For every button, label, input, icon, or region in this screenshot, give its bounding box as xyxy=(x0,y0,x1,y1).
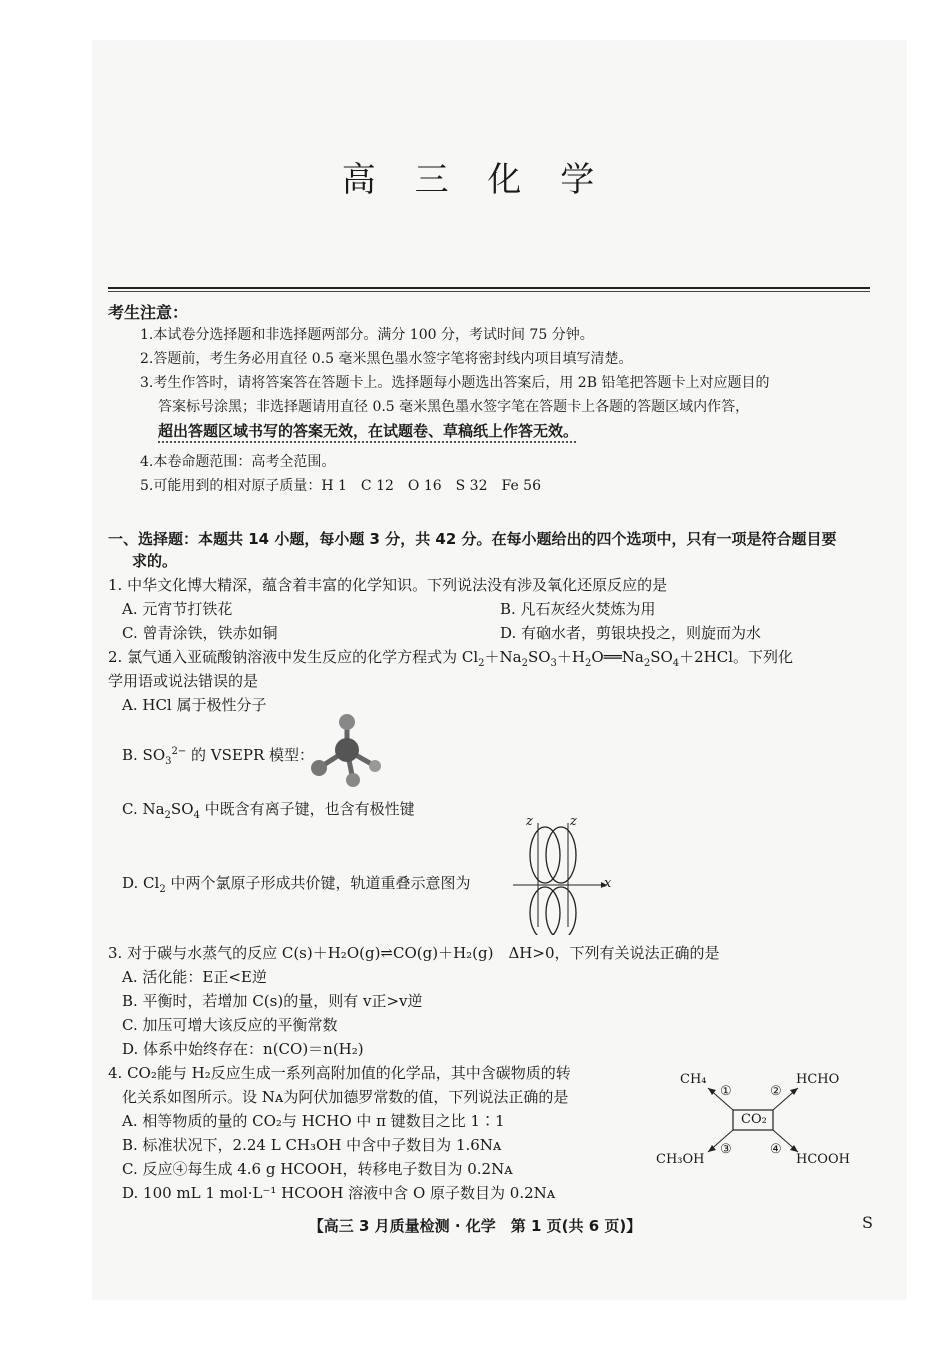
divider xyxy=(108,287,870,289)
page-title: 高 三 化 学 xyxy=(341,160,609,200)
question-2-stem: 2. 氯气通入亚硫酸钠溶液中发生反应的化学方程式为 $Cl_2+Na_2SO_3+H_2O══Na_2SO_4+2HCl$。下列化 xyxy=(108,648,794,669)
axis-label-x: x xyxy=(604,876,612,891)
q1-option-b: B. 凡石灰经火焚炼为用 xyxy=(500,600,656,618)
notice-item-5: 5.可能用到的相对原子质量：H 1 C 12 O 16 S 32 Fe 56 xyxy=(140,478,541,494)
diagram-step-2: ② xyxy=(770,1084,782,1099)
diagram-co2: CO₂ xyxy=(741,1112,767,1127)
section-heading-cont: 求的。 xyxy=(132,552,178,570)
question-4-stem-cont: 化关系如图所示。设 Nᴀ为阿伏加德罗常数的值，下列说法正确的是 xyxy=(122,1088,569,1106)
question-4-stem: 4. CO₂能与 H₂反应生成一系列高附加值的化学品，其中含碳物质的转 xyxy=(108,1064,571,1082)
notice-item-4: 4.本卷命题范围：高考全范围。 xyxy=(140,454,336,470)
q2-option-c: C. $Na_2SO_4$ 中既含有离子键，也含有极性键 xyxy=(122,800,415,821)
notice-item-3: 3.考生作答时，请将答案答在答题卡上。选择题每小题选出答案后，用 2B 铅笔把答题卡上对应题目的 xyxy=(140,375,770,391)
q2-option-d: D. $Cl_2$ 中两个氯原子形成共价键，轨道重叠示意图为 xyxy=(122,874,471,895)
notice-item-2: 2.答题前，考生务必用直径 0.5 毫米黑色墨水签字笔将密封线内项目填写清楚。 xyxy=(140,351,633,367)
q4-option-d: D. 100 mL 1 mol·L⁻¹ HCOOH 溶液中含 O 原子数目为 0.2Nᴀ xyxy=(122,1184,556,1202)
diagram-hcooh: HCOOH xyxy=(796,1152,850,1167)
divider xyxy=(108,291,870,292)
diagram-ch3oh: CH₃OH xyxy=(656,1152,705,1167)
notice-heading: 考生注意： xyxy=(108,303,189,322)
q3-option-a: A. 活化能：E正<E逆 xyxy=(122,968,267,986)
q3-option-c: C. 加压可增大该反应的平衡常数 xyxy=(122,1016,338,1034)
corner-mark: S xyxy=(862,1213,873,1232)
q4-option-a: A. 相等物质的量的 CO₂与 HCHO 中 π 键数目之比 1∶1 xyxy=(122,1112,505,1130)
q4-option-b: B. 标准状况下，2.24 L CH₃OH 中含中子数目为 1.6Nᴀ xyxy=(122,1136,502,1154)
q4-option-c: C. 反应④每生成 4.6 g HCOOH，转移电子数目为 0.2Nᴀ xyxy=(122,1160,513,1178)
diagram-step-3: ③ xyxy=(720,1142,732,1157)
notice-item-1: 1.本试卷分选择题和非选择题两部分。满分 100 分，考试时间 75 分钟。 xyxy=(140,327,594,343)
axis-label-z1: z xyxy=(526,814,533,829)
q3-option-b: B. 平衡时，若增加 C(s)的量，则有 v正>v逆 xyxy=(122,992,423,1010)
question-1-stem: 1. 中华文化博大精深，蕴含着丰富的化学知识。下列说法没有涉及氧化还原反应的是 xyxy=(108,576,668,594)
q3-option-d: D. 体系中始终存在：n(CO)＝n(H₂) xyxy=(122,1040,364,1058)
notice-item-3-emphasis: 超出答题区域书写的答案无效，在试题卷、草稿纸上作答无效。 xyxy=(158,422,579,440)
section-heading: 一、选择题：本题共 14 小题，每小题 3 分，共 42 分。在每小题给出的四个选项中，只有一项是符合题目要 xyxy=(108,530,837,548)
orbital-overlap-diagram xyxy=(505,815,615,935)
q1-option-a: A. 元宵节打铁花 xyxy=(122,600,233,618)
page-footer: 【高三 3 月质量检测 · 化学 第 1 页(共 6 页)】 xyxy=(308,1217,642,1235)
notice-item-3-cont: 答案标号涂黑；非选择题请用直径 0.5 毫米黑色墨水签字笔在答题卡上各题的答题区域内作答， xyxy=(158,399,750,415)
diagram-ch4: CH₄ xyxy=(680,1072,707,1087)
diagram-step-1: ① xyxy=(720,1084,732,1099)
question-3-stem: 3. 对于碳与水蒸气的反应 C(s)＋H₂O(g)⇌CO(g)＋H₂(g) ΔH>0，下列有关说法正确的是 xyxy=(108,944,720,962)
q1-option-c: C. 曾青涂铁，铁赤如铜 xyxy=(122,624,278,642)
q2-option-b: B. $SO_3^{2-}$ 的 VSEPR 模型： xyxy=(122,746,315,767)
diagram-step-4: ④ xyxy=(770,1142,782,1157)
axis-label-z2: z xyxy=(570,814,577,829)
q2-option-a: A. HCl 属于极性分子 xyxy=(122,696,267,714)
diagram-hcho: HCHO xyxy=(796,1072,840,1087)
vsepr-model-image xyxy=(305,708,385,788)
question-2-stem-cont: 学用语或说法错误的是 xyxy=(108,672,259,690)
q1-option-d: D. 有硇水者，剪银块投之，则旋而为水 xyxy=(500,624,762,642)
